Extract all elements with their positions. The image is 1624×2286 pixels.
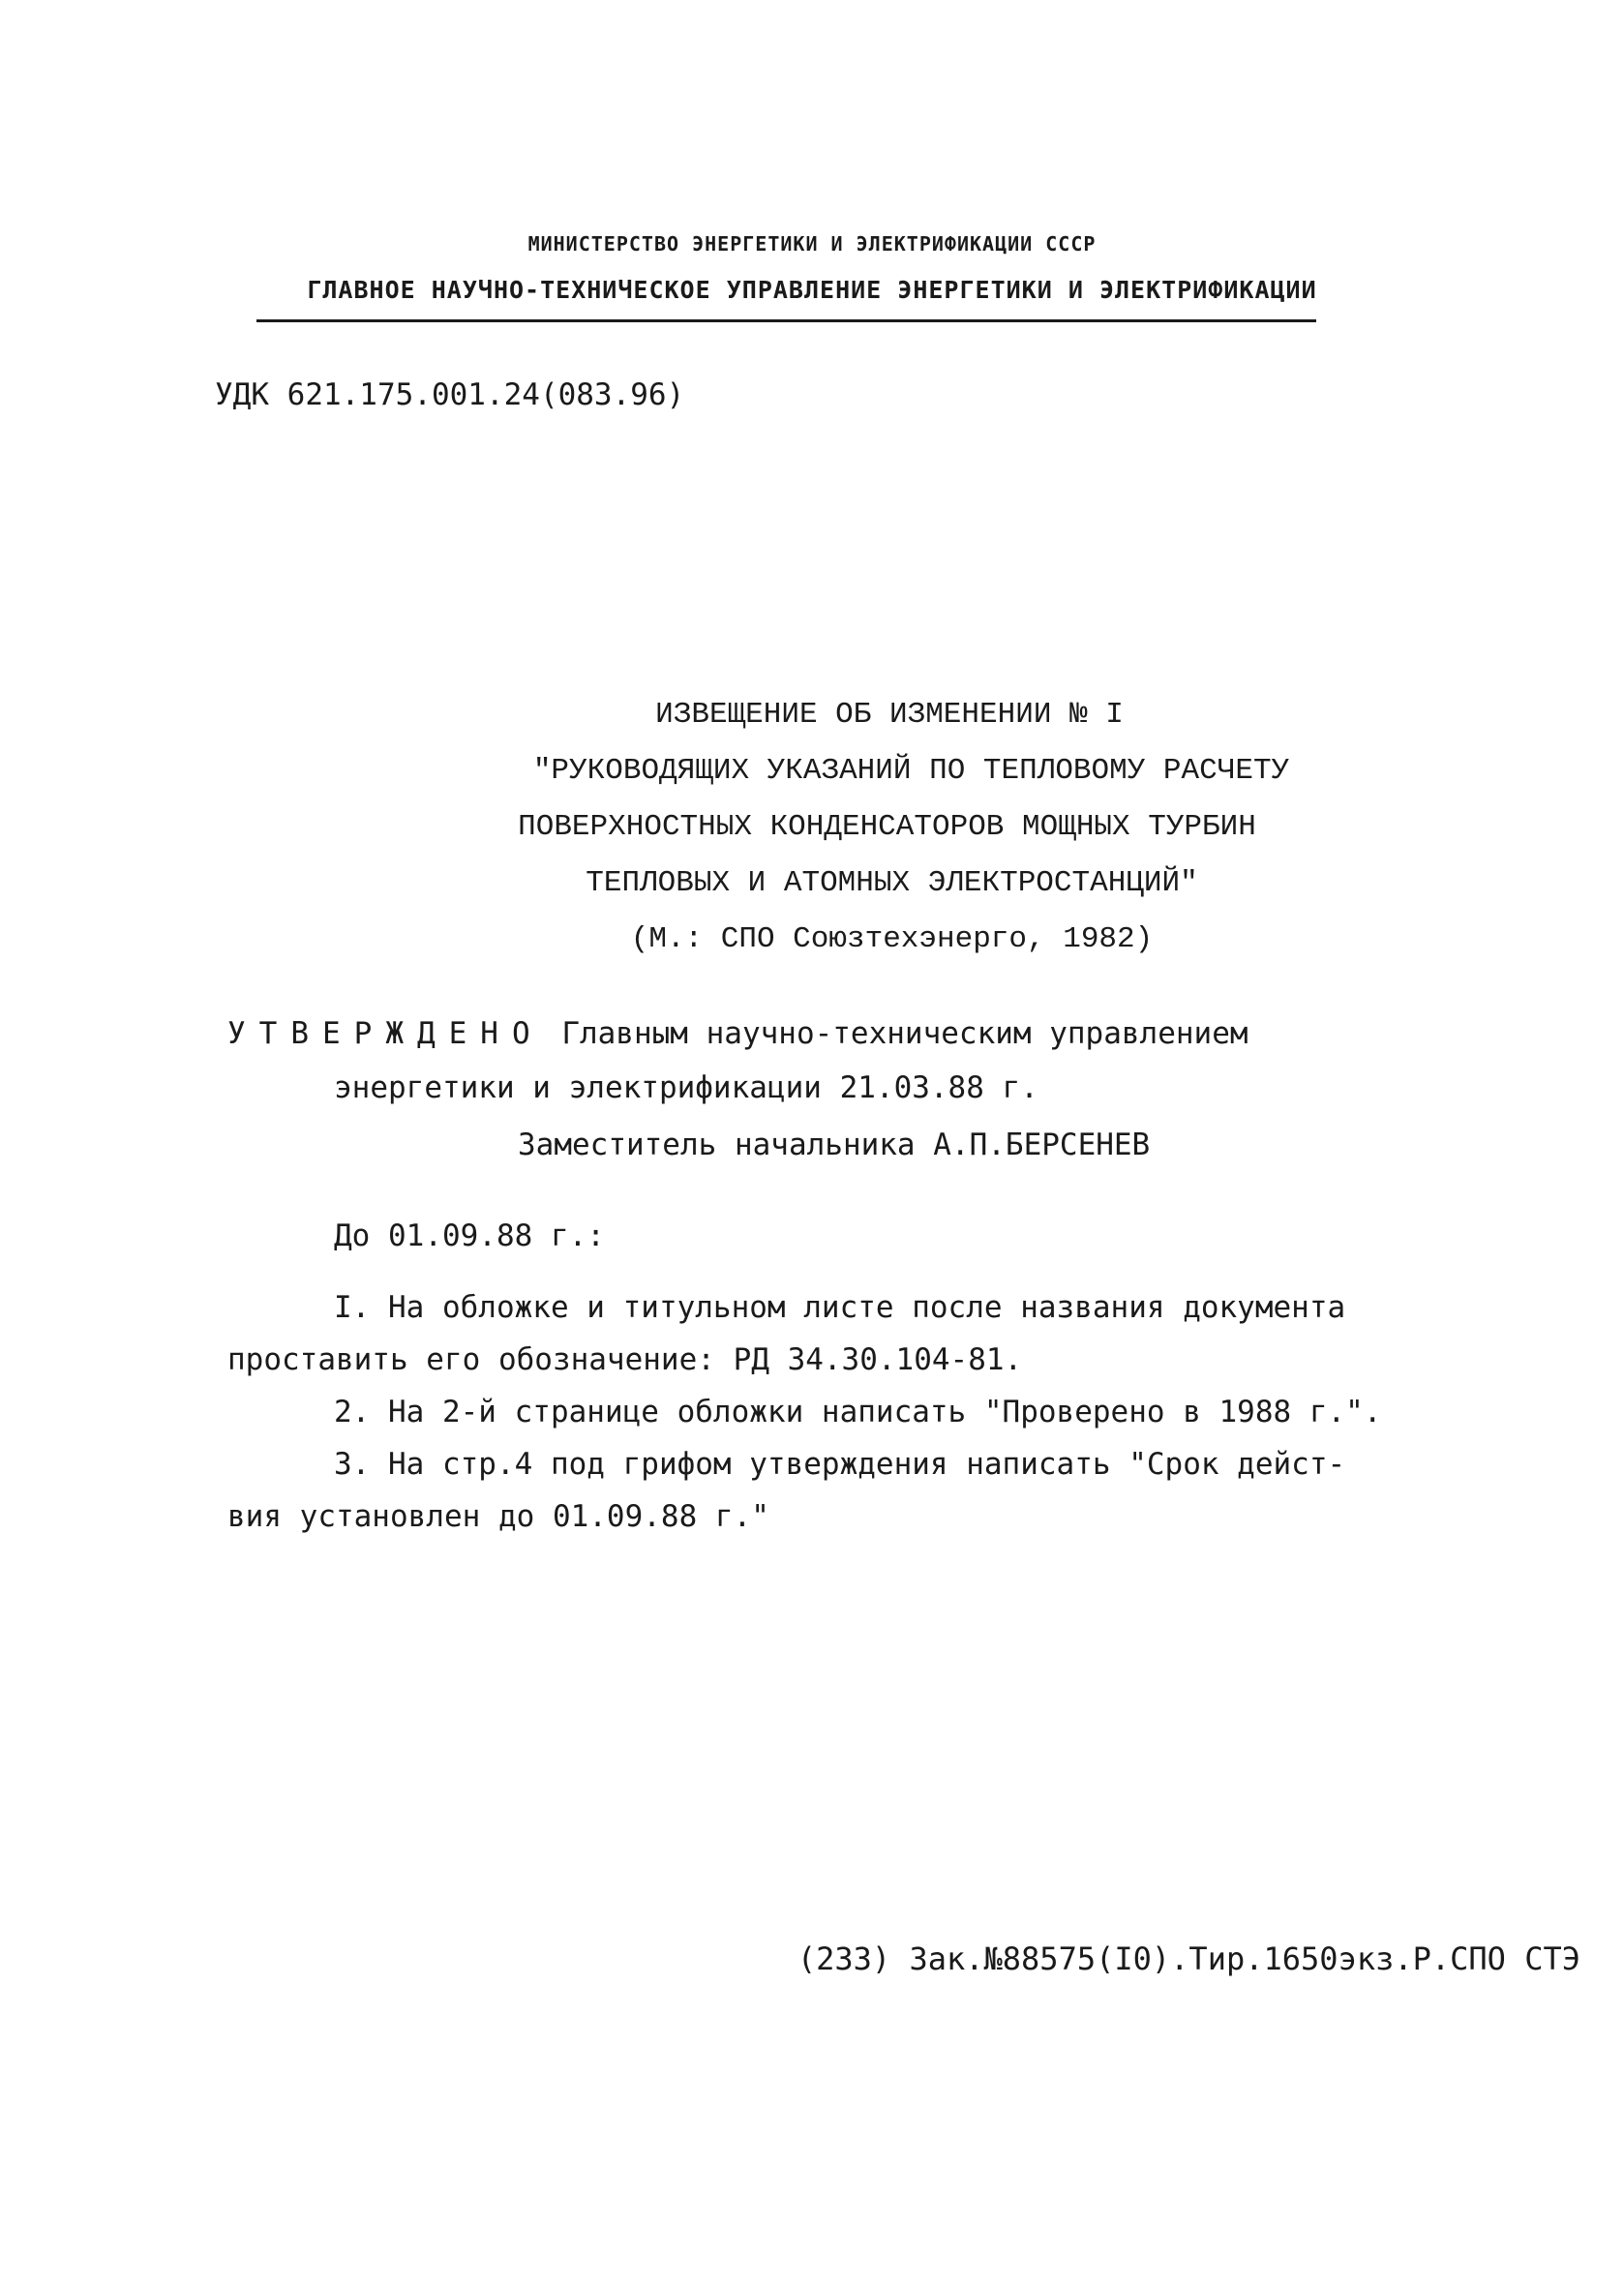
document-title (0, 687, 1624, 968)
instruction-item-3-cont: вия установлен до 01.09.88 г." (227, 1499, 769, 1534)
ministry-header: МИНИСТЕРСТВО ЭНЕРГЕТИКИ И ЭЛЕКТРИФИКАЦИИ СССР (527, 232, 1097, 256)
title-line: "РУКОВОДЯЩИХ УКАЗАНИЙ ПО ТЕПЛОВОМУ РАСЧЕТУ (532, 754, 1290, 788)
approval-block (227, 1007, 1248, 1115)
header-rule (256, 319, 1316, 322)
approval-authority: Главным научно-техническим управлением (561, 1016, 1248, 1051)
approval-line-2: энергетики и электрификации 21.03.88 г. (334, 1070, 1038, 1105)
title-line: ТЕПЛОВЫХ И АТОМНЫХ ЭЛЕКТРОСТАНЦИЙ" (586, 866, 1198, 900)
instruction-item-1: I. На обложке и титульном листе после названия документа (334, 1290, 1346, 1325)
title-line: ИЗВЕЩЕНИЕ ОБ ИЗМЕНЕНИИ № I (655, 698, 1124, 732)
approval-word: УТВЕРЖДЕНО (227, 1016, 544, 1051)
instructions (227, 1210, 1486, 1543)
directorate-header: ГЛАВНОЕ НАУЧНО-ТЕХНИЧЕСКОЕ УПРАВЛЕНИЕ ЭНЕРГЕТИКИ И ЭЛЕКТРИФИКАЦИИ (307, 276, 1317, 304)
print-imprint: (233) Зак.№88575(I0).Тир.1650экз.Р.СПО СТЭ (797, 1940, 1580, 1977)
effective-date: До 01.09.88 г.: (334, 1218, 605, 1253)
approver-signature-line: Заместитель начальника А.П.БЕРСЕНЕВ (518, 1128, 1151, 1162)
instruction-item-2: 2. На 2-й странице обложки написать "Проверено в 1988 г.". (334, 1395, 1382, 1429)
title-line: ПОВЕРХНОСТНЫХ КОНДЕНСАТОРОВ МОЩНЫХ ТУРБИН (518, 810, 1256, 844)
udk-code: УДК 621.175.001.24(083.96) (215, 377, 685, 412)
instruction-item-3: 3. На стр.4 под грифом утверждения написать "Срок дейст- (334, 1447, 1346, 1482)
instruction-item-1-cont: проставить его обозначение: РД 34.30.104-81. (227, 1342, 1023, 1377)
approval-line-1 (227, 1007, 1248, 1061)
title-line: (М.: СПО Союзтехэнерго, 1982) (630, 922, 1154, 956)
